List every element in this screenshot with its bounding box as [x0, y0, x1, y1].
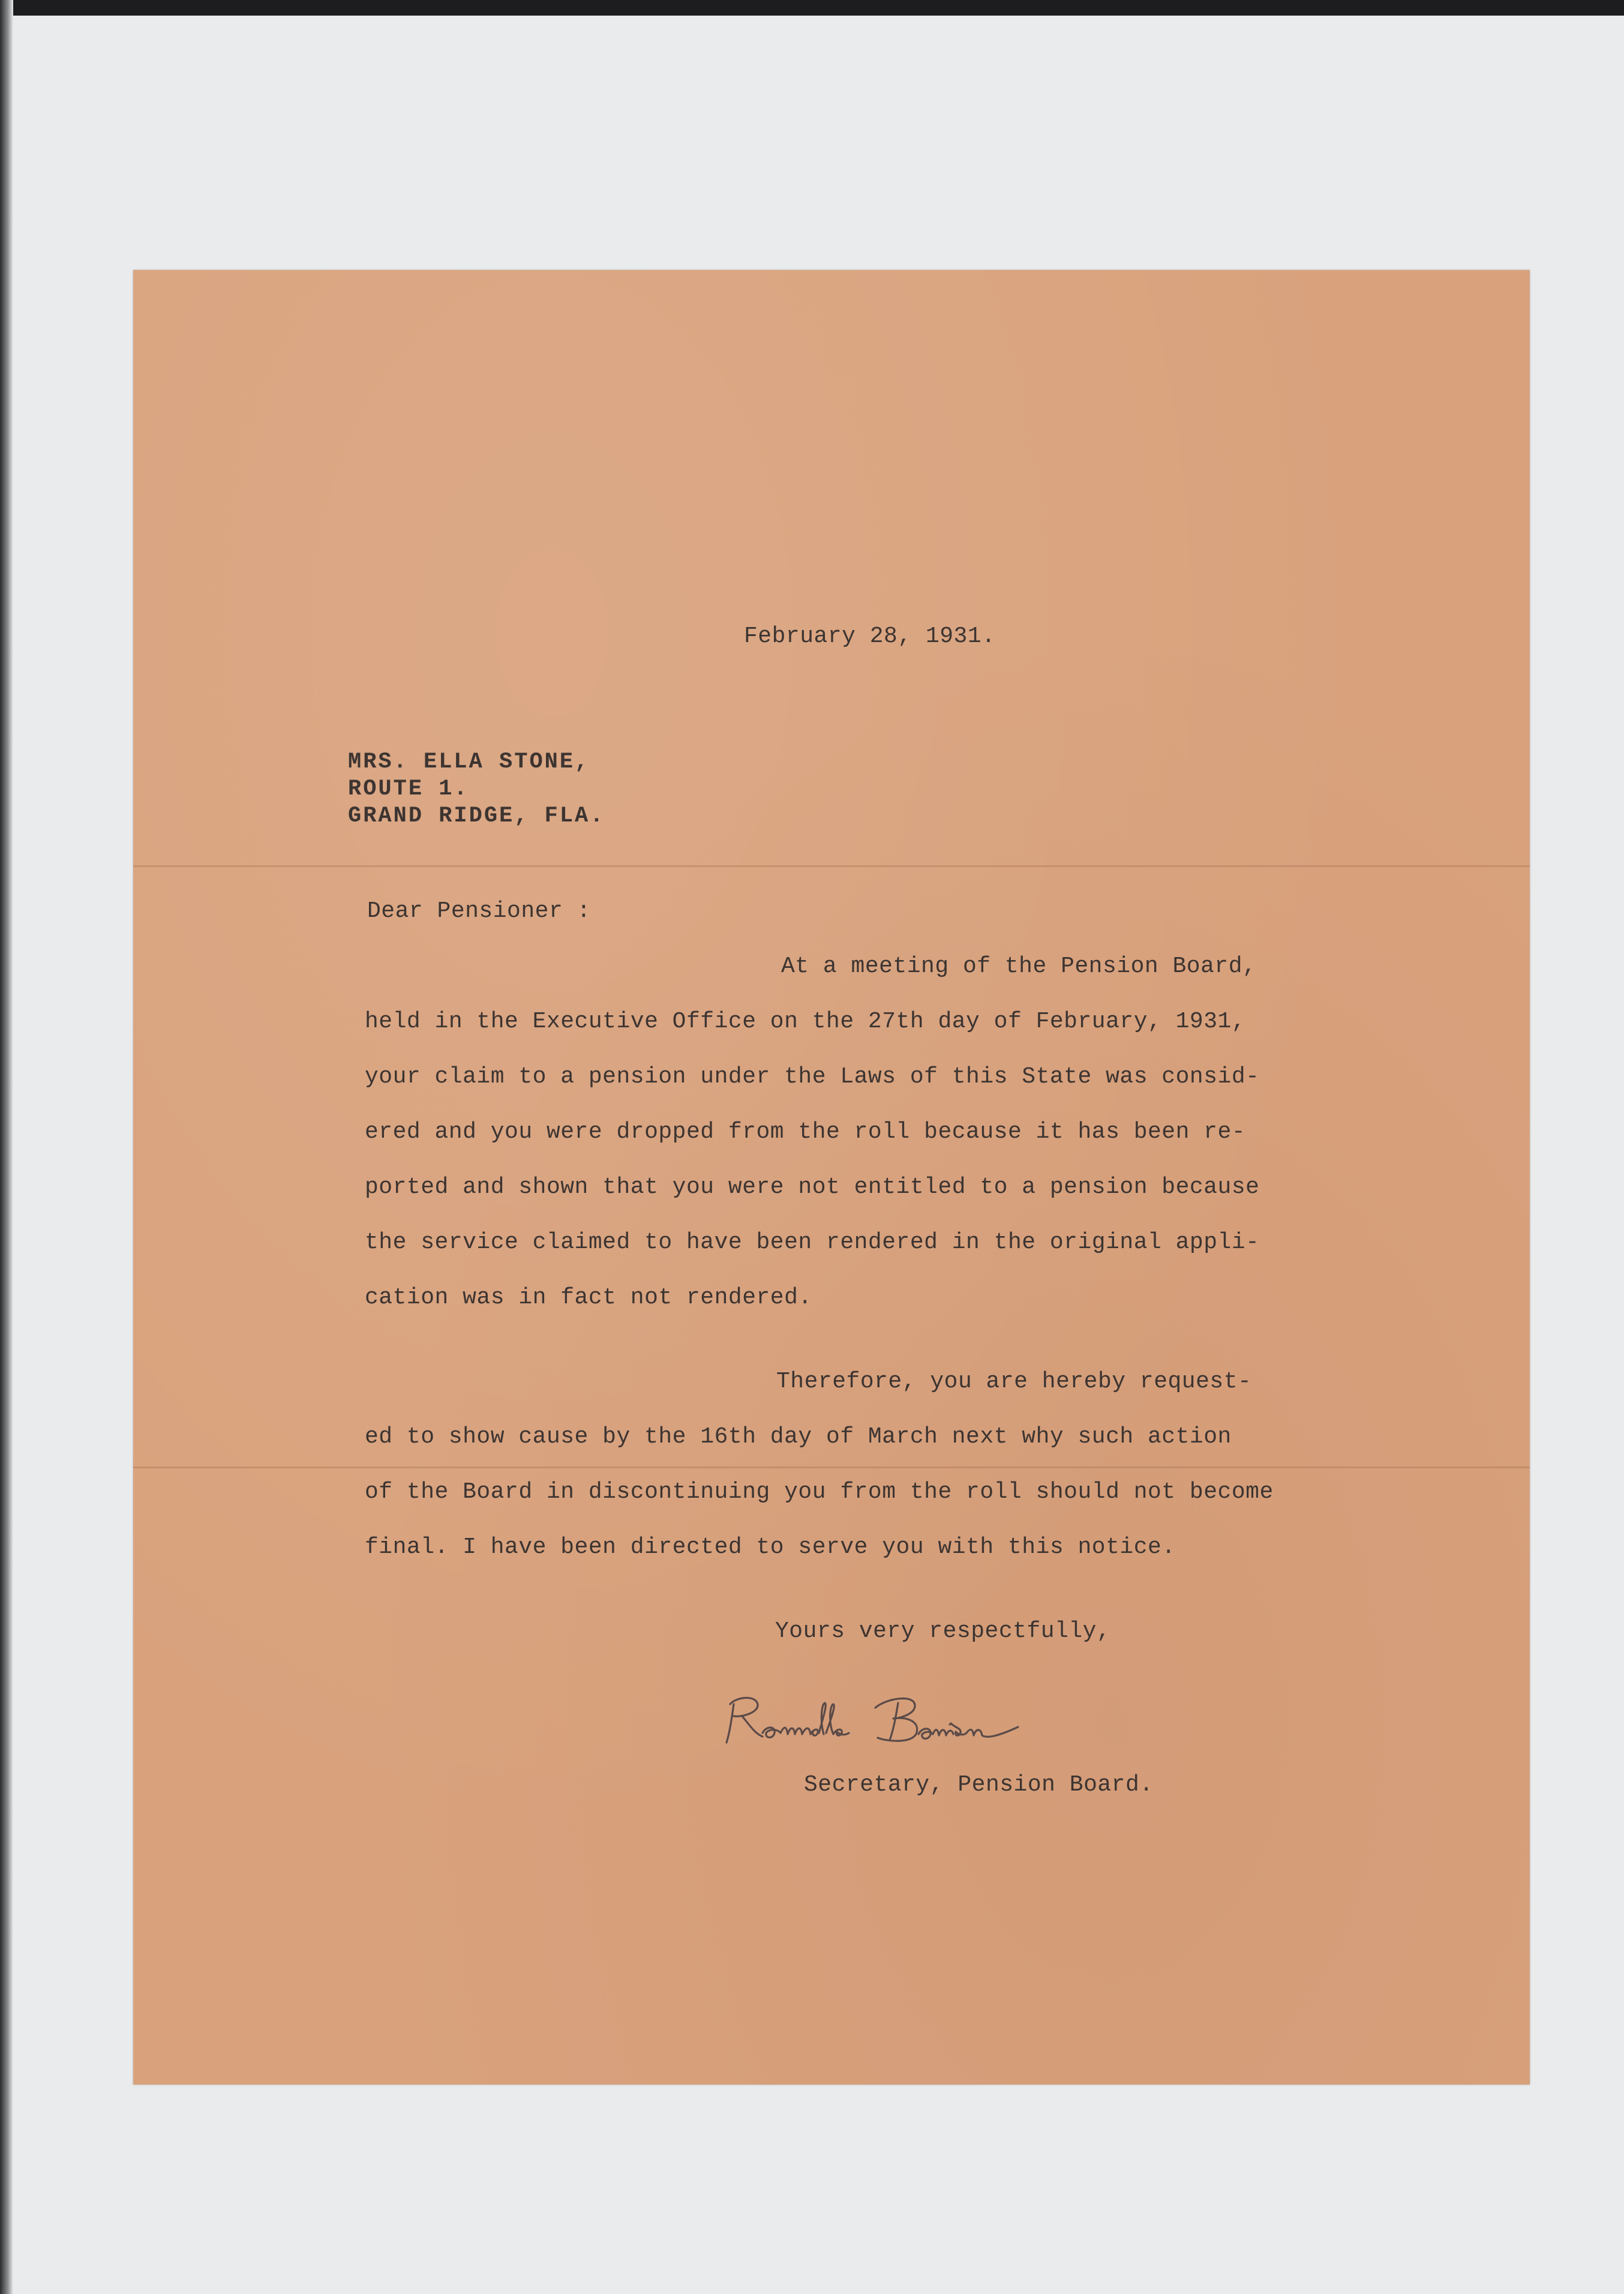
fold-line [133, 865, 1530, 867]
body-line: ed to show cause by the 16th day of March next why such action [365, 1424, 1232, 1450]
letter-page [133, 270, 1530, 2085]
address-line-route: ROUTE 1. [348, 776, 469, 802]
address-line-name: MRS. ELLA STONE, [348, 749, 590, 775]
body-line: At a meeting of the Pension Board, [781, 953, 1257, 979]
body-line: held in the Executive Office on the 27th day of February, 1931, [365, 1009, 1246, 1034]
body-line: of the Board in discontinuing you from the roll should not become [365, 1479, 1274, 1505]
salutation: Dear Pensioner : [367, 898, 591, 924]
body-line: cation was in fact not rendered. [365, 1285, 812, 1311]
body-line: the service claimed to have been rendered in the original appli- [365, 1230, 1260, 1255]
signatory-title: Secretary, Pension Board. [804, 1772, 1154, 1798]
fold-line [133, 1467, 1530, 1468]
letter-date: February 28, 1931. [744, 623, 996, 649]
scan-left-edge [0, 0, 13, 2294]
body-line: final. I have been directed to serve you with this notice. [365, 1534, 1176, 1560]
scan-top-edge [0, 0, 1624, 16]
closing: Yours very respectfully, [775, 1618, 1111, 1644]
body-line: ered and you were dropped from the roll because it has been re- [365, 1119, 1246, 1145]
address-line-city: GRAND RIDGE, FLA. [348, 803, 605, 829]
body-line: ported and shown that you were not entitled to a pension because [365, 1174, 1260, 1200]
handwritten-signature [718, 1680, 1030, 1758]
body-line: Therefore, you are hereby request- [776, 1369, 1252, 1395]
body-line: your claim to a pension under the Laws of this State was consid- [365, 1064, 1260, 1090]
